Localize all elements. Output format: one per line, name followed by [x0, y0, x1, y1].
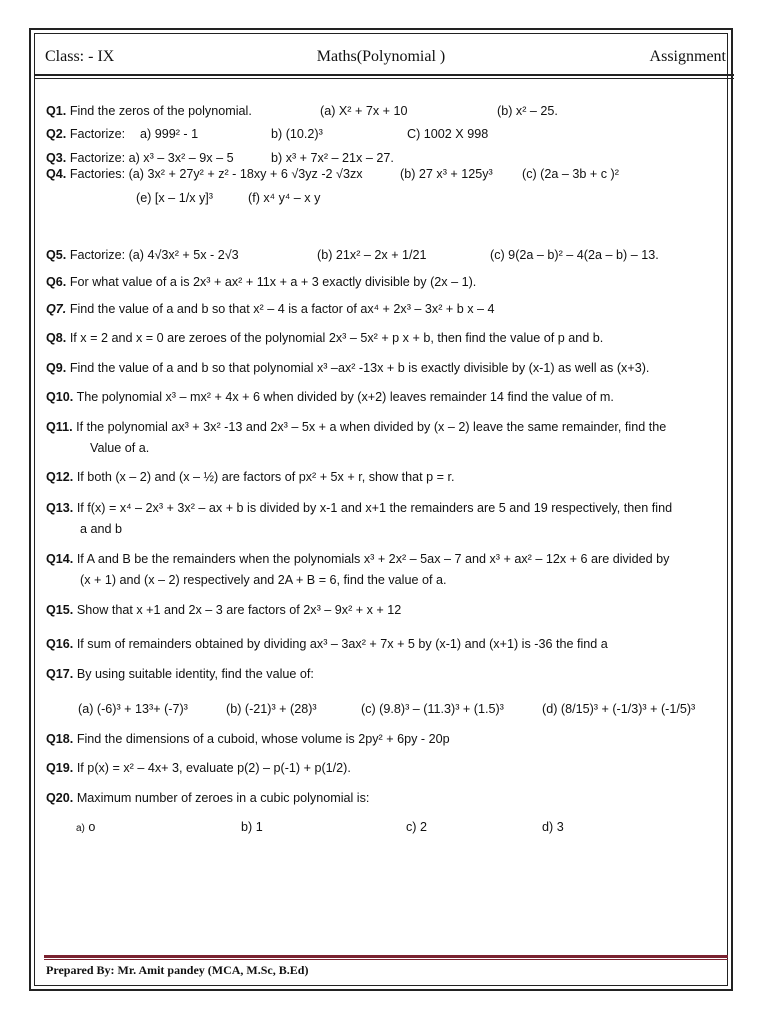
- prepared-by: Prepared By: Mr. Amit pandey (MCA, M.Sc, B.Ed): [46, 963, 309, 977]
- question-text: If f(x) = x⁴ – 2x³ + 3x² – ax + b is divided by x-1 and x+1 the remainders are 5 and 19 respectively, then find: [76, 501, 673, 515]
- question-number: Q4.: [46, 167, 67, 181]
- option-a: a) 999² - 1: [140, 127, 199, 141]
- question-19: [46, 760, 726, 777]
- question-number: Q2.: [46, 127, 67, 141]
- question-text: The polynomial x³ – mx² + 4x + 6 when divided by (x+2) leaves remainder 14 find the value of m.: [76, 390, 614, 404]
- question-text-line-2: a and b: [80, 522, 123, 536]
- question-number: Q11.: [46, 420, 73, 434]
- subject-title: Maths(Polynomial ): [316, 48, 446, 65]
- question-17: [46, 666, 726, 716]
- question-number: Q8.: [46, 331, 67, 345]
- header-rule-thin: [34, 78, 734, 79]
- option-c: c) 2: [406, 820, 427, 834]
- question-number: Q1.: [46, 104, 67, 118]
- question-number: Q16.: [46, 637, 74, 651]
- question-14: [46, 551, 726, 587]
- question-text-line-2: (x + 1) and (x – 2) respectively and 2A + B = 6, find the value of a.: [80, 573, 447, 587]
- question-number: Q19.: [46, 761, 74, 775]
- question-number: Q15.: [46, 603, 74, 617]
- question-13: [46, 500, 726, 536]
- footer-rule: [44, 955, 728, 958]
- question-text: If both (x – 2) and (x – ½) are factors of px² + 5x + r, show that p = r.: [76, 470, 455, 484]
- question-text: Factorize:: [69, 127, 126, 141]
- option-a: [76, 819, 95, 837]
- question-text: If x = 2 and x = 0 are zeroes of the polynomial 2x³ – 5x² + p x + b, then find the value of p and b.: [69, 331, 604, 345]
- question-18: [46, 731, 726, 748]
- question-text: Maximum number of zeroes in a cubic polynomial is:: [76, 791, 370, 805]
- question-6: [46, 274, 726, 291]
- footer-rule-thin: [44, 959, 728, 960]
- question-20: [46, 790, 726, 834]
- option-d: d) 3: [542, 820, 564, 834]
- option-b: b) 1: [241, 820, 263, 834]
- question-8: [46, 330, 726, 347]
- question-4: [46, 166, 726, 205]
- option-b: (b) (-21)³ + (28)³: [226, 702, 317, 716]
- question-number: Q7.: [46, 302, 67, 316]
- document-type: Assignment: [649, 48, 726, 65]
- question-text: Find the dimensions of a cuboid, whose volume is 2py² + 6py - 20p: [76, 732, 450, 746]
- option-c: (c) (2a – 3b + c )²: [522, 167, 619, 181]
- option-b: b) x³ + 7x² – 21x – 27.: [271, 151, 394, 165]
- question-text: By using suitable identity, find the value of:: [76, 667, 314, 681]
- question-text-line-2: Value of a.: [90, 441, 150, 455]
- option-a: Factorize: (a) 4√3x² + 5x - 2√3: [69, 248, 239, 262]
- option-b: (b) 21x² – 2x + 1/21: [317, 248, 427, 262]
- question-16: [46, 636, 726, 653]
- question-text: Find the value of a and b so that polynomial x³ –ax² -13x + b is exactly divisible by (x-1) as well as (x+3).: [69, 361, 650, 375]
- question-text: Find the zeros of the polynomial.: [69, 104, 252, 118]
- option-b: (b) x² – 25.: [497, 104, 558, 118]
- question-11: [46, 419, 726, 455]
- page-header: [34, 33, 728, 77]
- option-d: (d) (8/15)³ + (-1/3)³ + (-1/5)³: [542, 702, 696, 716]
- question-1: [46, 103, 726, 120]
- question-2: [46, 126, 726, 143]
- option-c: (c) (9.8)³ – (11.3)³ + (1.5)³: [361, 702, 504, 716]
- class-label: Class: - IX: [45, 48, 115, 65]
- question-number: Q5.: [46, 248, 67, 262]
- question-number: Q17.: [46, 667, 74, 681]
- option-e: (e) [x – 1/x y]³: [136, 191, 213, 205]
- option-a: (a) X² + 7x + 10: [320, 104, 408, 118]
- question-number: Q3.: [46, 151, 67, 165]
- question-number: Q12.: [46, 470, 74, 484]
- question-text: If p(x) = x² – 4x+ 3, evaluate p(2) – p(-1) + p(1/2).: [76, 761, 351, 775]
- question-7: [46, 301, 726, 318]
- question-3: [46, 150, 726, 167]
- question-number: Q9.: [46, 361, 67, 375]
- question-text: Factorize: a) x³ – 3x² – 9x – 5: [69, 151, 234, 165]
- option-b: b) (10.2)³: [271, 127, 323, 141]
- option-a-value: o: [88, 820, 96, 834]
- option-a: Factories: (a) 3x² + 27y² + z² - 18xy + 6 √3yz -2 √3zx: [69, 167, 363, 181]
- option-c: C) 1002 X 998: [407, 127, 489, 141]
- question-number: Q6.: [46, 275, 67, 289]
- question-9: [46, 360, 726, 377]
- question-text: If A and B be the remainders when the polynomials x³ + 2x² – 5ax – 7 and x³ + ax² – 12x + 6 are divided by: [76, 552, 670, 566]
- question-number: Q20.: [46, 791, 74, 805]
- question-text: Find the value of a and b so that x² – 4 is a factor of ax⁴ + 2x³ – 3x² + b x – 4: [69, 302, 495, 316]
- question-5: [46, 247, 726, 264]
- option-f: (f) x⁴ y⁴ – x y: [248, 191, 321, 205]
- question-number: Q13.: [46, 501, 74, 515]
- header-rule: [34, 74, 734, 76]
- question-number: Q18.: [46, 732, 74, 746]
- question-10: [46, 389, 726, 406]
- question-text: If the polynomial ax³ + 3x² -13 and 2x³ – 5x + a when divided by (x – 2) leave the same remainder, find the: [76, 420, 667, 434]
- question-text: Show that x +1 and 2x – 3 are factors of 2x³ – 9x² + x + 12: [76, 603, 402, 617]
- question-text: If sum of remainders obtained by dividing ax³ – 3ax² + 7x + 5 by (x-1) and (x+1) is -36 the find a: [76, 637, 608, 651]
- option-b: (b) 27 x³ + 125y³: [400, 167, 493, 181]
- question-text: For what value of a is 2x³ + ax² + 11x + a + 3 exactly divisible by (2x – 1).: [69, 275, 477, 289]
- option-c: (c) 9(2a – b)² – 4(2a – b) – 13.: [490, 248, 659, 262]
- question-15: [46, 602, 726, 619]
- question-number: Q10.: [46, 390, 74, 404]
- question-12: [46, 469, 726, 486]
- option-a-label: a): [76, 823, 85, 834]
- option-a: (a) (-6)³ + 13³+ (-7)³: [78, 702, 188, 716]
- question-number: Q14.: [46, 552, 74, 566]
